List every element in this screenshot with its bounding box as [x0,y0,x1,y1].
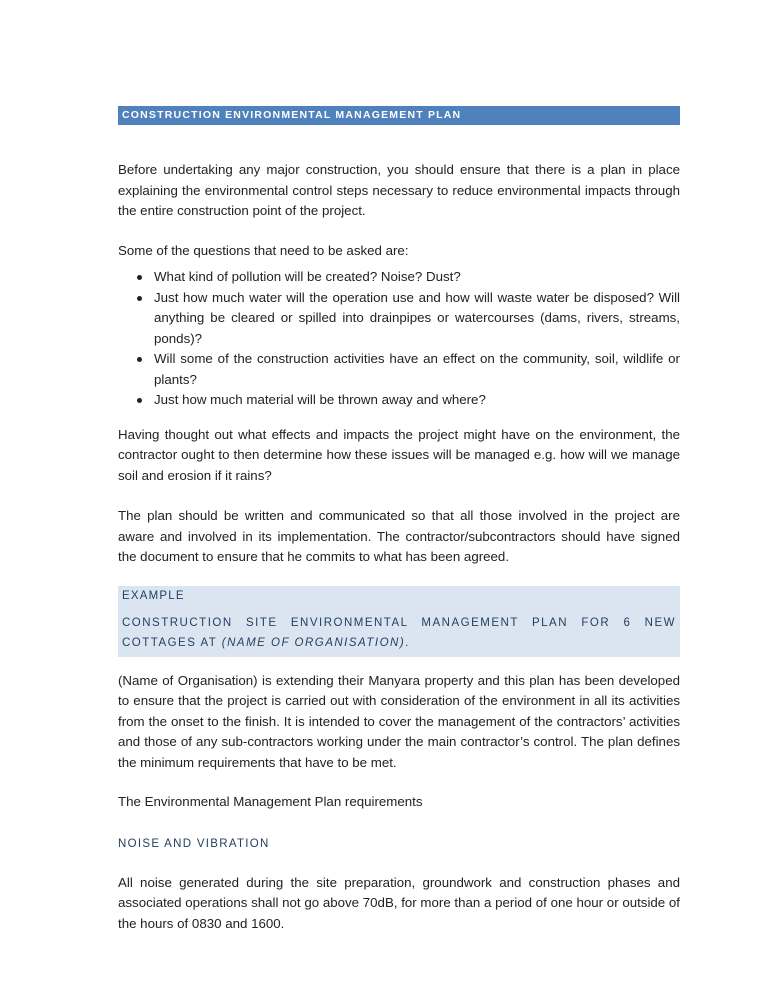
requirements-heading: The Environmental Management Plan requirements [118,794,423,809]
example-box [118,586,680,657]
list-item: Just how much water will the operation use and how will waste water be disposed? Will anything be cleared or spilled into drainpipes or watercourses (dams, rivers, streams, ponds)? [154,288,680,350]
noise-heading: NOISE AND VIBRATION [118,837,270,850]
communication-paragraph: The plan should be written and communicated so that all those involved in the project are aware and involved in its implementation. The contractor/subcontractors should have signed the document to ensure that he commits to what has been agreed. [118,508,680,564]
example-title-end: . [405,636,410,649]
list-item: What kind of pollution will be created? Noise? Dust? [154,267,680,288]
example-title-main: CONSTRUCTION SITE ENVIRONMENTAL MANAGEMENT PLAN FOR 6 NEW COTTAGES AT [122,616,676,649]
example-title-organisation: (NAME OF ORGANISATION) [221,636,406,649]
effects-paragraph: Having thought out what effects and impacts the project might have on the environment, the contractor ought to then determine how these issues will be managed e.g. how will we manage soil and erosion if it rains? [118,426,680,483]
organisation-paragraph: (Name of Organisation) is extending their Manyara property and this plan has been developed to ensure that the project is carried out with consideration of the environment in all its activities from the onset to the finish. It is intended to cover the management of the contractors’ activities and those of any sub-contractors working under the main contractor’s control. The plan defines the minimum requirements that have to be met. [118,672,680,770]
document-page [118,106,680,934]
list-item: Just how much material will be thrown away and where? [154,390,680,411]
list-item: Will some of the construction activities have an effect on the community, soil, wildlife or plants? [154,349,680,390]
document-title: CONSTRUCTION ENVIRONMENTAL MANAGEMENT PLAN [118,106,680,125]
example-title [122,613,676,653]
questions-list [118,267,680,411]
example-label: EXAMPLE [122,589,185,602]
intro-paragraph: Before undertaking any major construction, you should ensure that there is a plan in place explaining the environmental control steps necessary to reduce environmental impacts through the entire construction point of the project. [118,162,680,218]
questions-intro: Some of the questions that need to be asked are: [118,242,409,258]
noise-paragraph: All noise generated during the site preparation, groundwork and construction phases and associated operations shall not go above 70dB, for more than a period of one hour or outside of the hours of 0830 and 1600. [118,874,680,931]
